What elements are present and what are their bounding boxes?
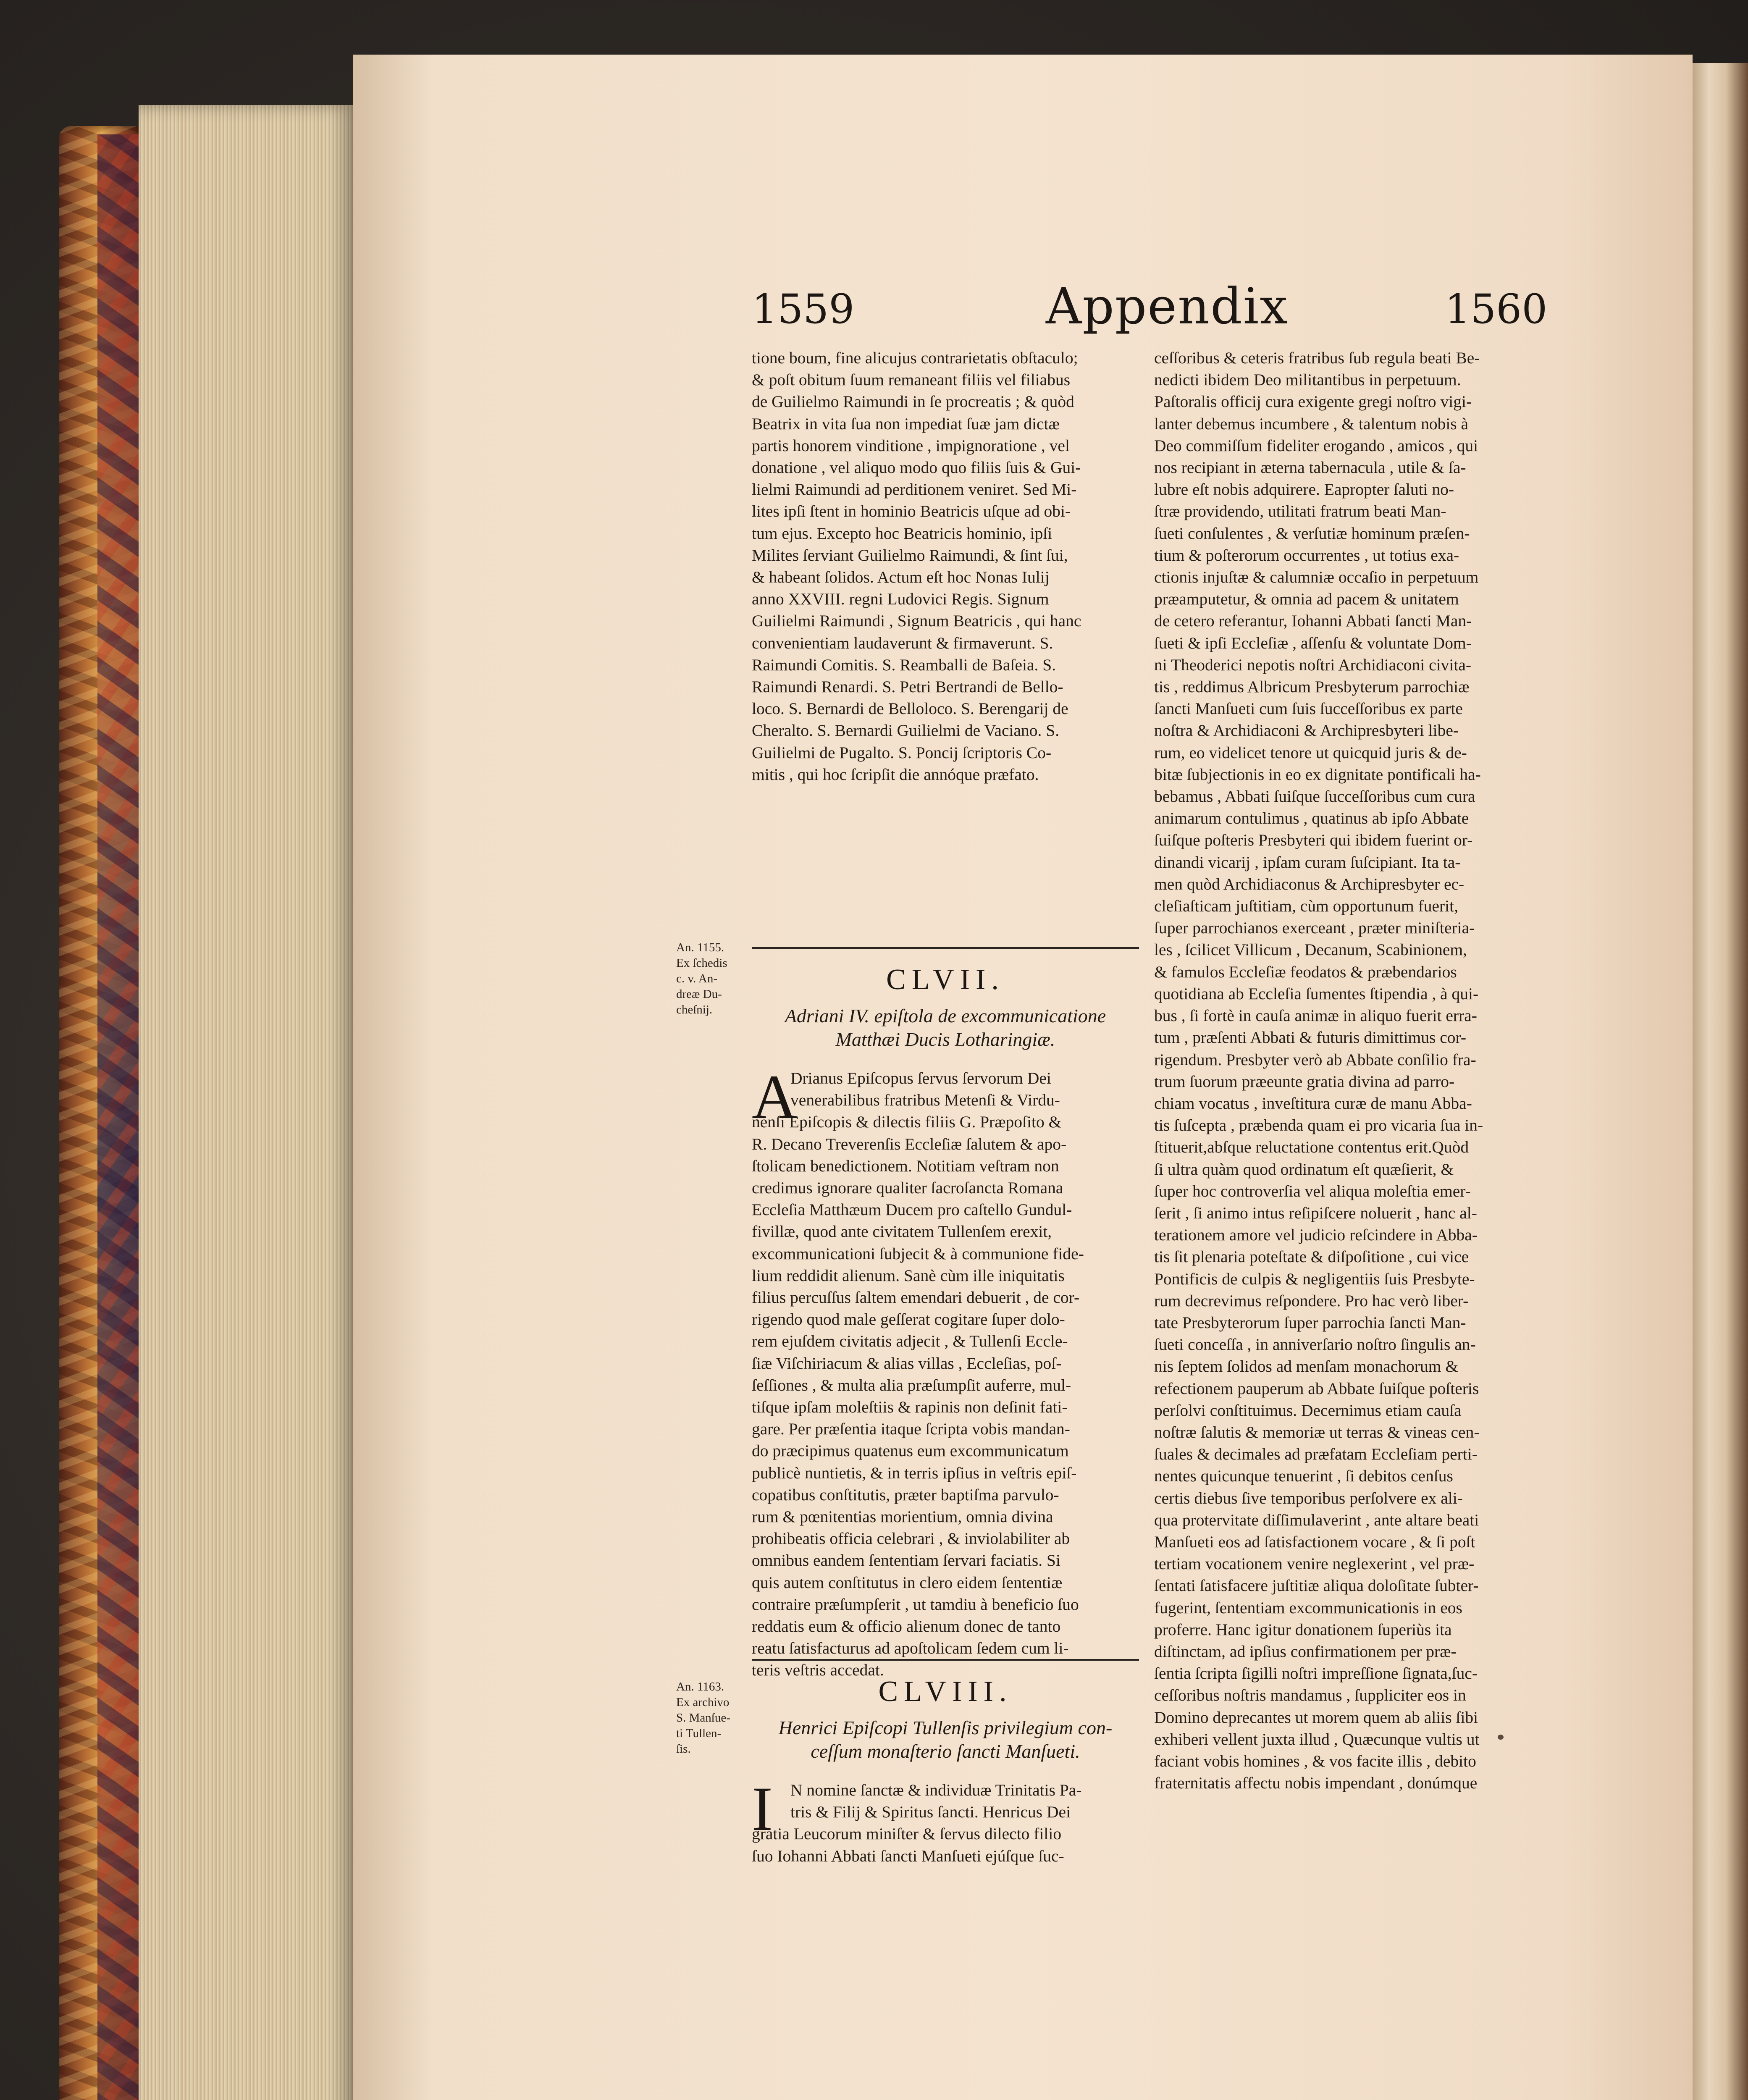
- text-line: rum decrevimus reſpondere. Pro hac verò liber-: [1154, 1291, 1469, 1310]
- text-line: lanter debemus incumbere , & talentum nobis à: [1154, 414, 1469, 433]
- text-line: teris veſtris accedat.: [752, 1661, 884, 1680]
- text-line: tium & poſterorum occurrentes , ut totius exa-: [1154, 546, 1459, 564]
- text-line: Guilielmi de Pugalto. S. Poncij ſcriptoris Co-: [752, 743, 1052, 762]
- text-line: gare. Per præſentia itaque ſcripta vobis mandan-: [752, 1420, 1070, 1438]
- text-line: donatione , vel aliquo modo quo filiis ſuis & Gui-: [752, 458, 1081, 477]
- text-line: Paſtoralis officij cura exigente gregi noſtro vigi-: [1154, 392, 1472, 411]
- text-line: fraternitatis affectu nobis impendant , donúmque: [1154, 1774, 1478, 1793]
- text-line: Guilielmi Raimundi , Signum Beatricis , qui hanc: [752, 612, 1081, 630]
- text-line: An. 1155.: [676, 941, 724, 954]
- text-line: R. Decano Treverenſis Eccleſiæ ſalutem & apo-: [752, 1134, 1067, 1153]
- text-line: credimus ignorare qualiter ſacroſancta Romana: [752, 1179, 1063, 1197]
- document-body: [752, 1774, 1139, 1867]
- text-line: excommunicationi ſubjecit & à communione fide-: [752, 1244, 1084, 1263]
- text-line: omnibus eandem ſententiam ſervari faciatis. Si: [752, 1551, 1060, 1570]
- text-line: Eccleſia Matthæum Ducem pro caſtello Gundul-: [752, 1200, 1072, 1219]
- text-line: Ex archivo: [676, 1696, 730, 1709]
- drop-cap: I: [752, 1774, 773, 1844]
- text-line: contraire præſumpſerit , ut tamdiu à beneficio ſuo: [752, 1595, 1079, 1614]
- text-line: præamputetur, & omnia ad pacem & unitatem: [1154, 590, 1459, 609]
- document-title-line: Matthæi Ducis Lotharingiæ.: [835, 1029, 1055, 1050]
- text-line: de cetero referantur, Iohanni Abbati ſancti Man-: [1154, 612, 1472, 630]
- text-line: ſentia ſcripta ſigilli noſtri impreſſione ſignata,ſuc-: [1154, 1664, 1478, 1683]
- text-line: S. Manſue-: [676, 1711, 730, 1725]
- text-line: qua protervitate diſſimulaverint , ante altare beati: [1154, 1510, 1479, 1529]
- text-line: ti Tullen-: [676, 1727, 722, 1740]
- text-line: lium reddidit alienum. Sanè cùm ille iniquitatis: [752, 1266, 1065, 1285]
- text-line: lielmi Raimundi ad perditionem veniret. Sed Mi-: [752, 480, 1077, 499]
- text-line: bebamus , Abbati ſuiſque ſucceſſoribus cum cura: [1154, 787, 1475, 806]
- text-line: & poſt obitum ſuum remaneant filiis vel filiabus: [752, 370, 1071, 389]
- text-line: diſtinctam, ad ipſius confirmationem per præ-: [1154, 1642, 1457, 1661]
- margin-note: [676, 940, 727, 1018]
- text-line: nedicti ibidem Deo militantibus in perpetuum.: [1154, 370, 1461, 389]
- document-title-line: Adriani IV. epiſtola de excommunicatione: [785, 1005, 1106, 1026]
- text-line: fivillæ, quod ante civitatem Tullenſem erexit,: [752, 1222, 1052, 1241]
- text-line: Drianus Epiſcopus ſervus ſervorum Dei: [790, 1069, 1051, 1087]
- text-line: ſeſſiones , & multa alia præſumpſit auferre, mul-: [752, 1376, 1071, 1394]
- document-title: [752, 1716, 1139, 1763]
- text-line: ctionis injuſtæ & calumniæ occaſio in perpetuum: [1154, 568, 1479, 587]
- text-line: noſtra & Archidiaconi & Archipresbyteri libe-: [1154, 721, 1459, 740]
- text-line: c. v. An-: [676, 972, 717, 985]
- text-line: ni Theoderici nepotis noſtri Archidiaconi civita-: [1154, 655, 1472, 674]
- text-line: ſueti & ipſi Eccleſiæ , aſſenſu & voluntate Dom-: [1154, 633, 1472, 652]
- text-line: trum ſuorum præeunte gratia divina ad parro-: [1154, 1072, 1455, 1091]
- text-line: quis autem conſtitutus in clero eidem ſententiæ: [752, 1573, 1063, 1592]
- page-number-right: 1560: [1445, 286, 1548, 333]
- text-line: ſtræ providendo, utilitati fratrum beati Man-: [1154, 502, 1446, 521]
- text-line: mitis , qui hoc ſcripſit die annóque præfato.: [752, 765, 1039, 784]
- text-line: ſuper hoc controverſia vel aliqua moleſtia emer-: [1154, 1181, 1471, 1200]
- text-line: reddatis eum & officio alienum donec de tanto: [752, 1617, 1061, 1636]
- text-line: ſtituerit,abſque reluctatione contentus erit.Quòd: [1154, 1138, 1469, 1157]
- text-line: tum , præſenti Abbati & futuris dimittimus cor-: [1154, 1028, 1467, 1047]
- text-line: loco. S. Bernardi de Belloloco. S. Berengarij de: [752, 699, 1068, 718]
- text-line: filius percuſſus ſaltem emendari debuerit , de cor-: [752, 1288, 1080, 1307]
- text-line: quotidiana ab Eccleſia ſumentes ſtipendia , à qui-: [1154, 984, 1479, 1003]
- text-line: Cheralto. S. Bernardi Guilielmi de Vaciano. S.: [752, 721, 1060, 740]
- margin-note: [676, 1679, 730, 1757]
- text-line: ſis.: [676, 1742, 691, 1756]
- text-line: ſuales & decimales ad præfatam Eccleſiam perti-: [1154, 1445, 1478, 1464]
- text-line: Pontificis de culpis & negligentiis ſuis Presbyte-: [1154, 1269, 1475, 1288]
- text-line: tis ſit plenaria poteſtate & diſpoſitione , cui vice: [1154, 1247, 1469, 1266]
- text-line: tione boum, fine alicujus contrarietatis obſtaculo;: [752, 349, 1078, 367]
- text-line: animarum contulimus , quatinus ab ipſo Abbate: [1154, 809, 1469, 828]
- text-line: chiam vocatus , inveſtitura curæ de manu Abba-: [1154, 1094, 1472, 1113]
- text-line: tiſque ipſam moleſtiis & rapinis non deſinit fati-: [752, 1398, 1068, 1417]
- text-line: ſtolicam benedictionem. Notitiam veſtram non: [752, 1156, 1059, 1175]
- text-line: ſuper parrochianos exerceant , præter miniſteria-: [1154, 919, 1475, 937]
- text-line: proferre. Hanc igitur donationem ſuperiùs ita: [1154, 1620, 1452, 1639]
- text-line: cheſnij.: [676, 1003, 713, 1016]
- text-line: nis ſeptem ſolidos ad menſam monachorum &: [1154, 1357, 1459, 1376]
- text-line: prohibeatis officia celebrari , & inviolabiliter ab: [752, 1529, 1070, 1548]
- left-column-continuation: [752, 347, 1081, 785]
- document-body: [752, 1062, 1139, 1681]
- drop-cap: A: [752, 1062, 798, 1132]
- right-column: [1154, 347, 1557, 1794]
- text-line: Milites ſerviant Guilielmo Raimundi, & ſint ſui,: [752, 546, 1068, 564]
- text-line: ſueti conſulentes , & verſutiæ hominum præſen-: [1154, 524, 1470, 543]
- text-line: dreæ Du-: [676, 987, 722, 1001]
- text-line: tris & Filij & Spiritus ſancti. Henricus Dei: [790, 1803, 1071, 1822]
- text-line: tertiam vocationem venire neglexerint , vel præ-: [1154, 1554, 1475, 1573]
- text-line: gratia Leucorum miniſter & ſervus dilecto filio: [752, 1824, 1062, 1843]
- page-edges: [139, 105, 357, 2100]
- text-line: ſueti conceſſa , in anniverſario noſtro ſingulis an-: [1154, 1335, 1476, 1354]
- text-line: certis diebus ſive temporibus perſolvere ex ali-: [1154, 1488, 1463, 1507]
- text-line: ceſſoribus & ceteris fratribus ſub regula beati Be-: [1154, 349, 1480, 367]
- document-clvii: [752, 947, 1139, 1681]
- text-line: Deo commiſſum fideliter erogando , amicos , qui: [1154, 436, 1478, 455]
- document-title: [752, 1004, 1139, 1051]
- text-line: terationem amore vel judicio reſcindere in Abba-: [1154, 1226, 1478, 1244]
- text-line: anno XXVIII. regni Ludovici Regis. Signum: [752, 590, 1049, 609]
- page-number-left: 1559: [752, 286, 855, 333]
- text-line: ſiæ Viſchiriacum & alias villas , Eccleſias, poſ-: [752, 1354, 1062, 1373]
- text-line: faciant vobis homines , & vos facite illis , debito: [1154, 1752, 1476, 1770]
- text-line: refectionem pauperum ab Abbate ſuiſque poſteris: [1154, 1379, 1479, 1398]
- text-line: ſentati ſatisfacere juſtitiæ aliqua doloſitate ſubter-: [1154, 1576, 1479, 1595]
- text-line: ſancti Manſueti cum ſuis ſucceſſoribus ex parte: [1154, 699, 1463, 718]
- text-line: tis , reddimus Albricum Presbyterum parrochiæ: [1154, 677, 1470, 696]
- text-line: bitæ ſubjectionis in eo ex dignitate pontificali ha-: [1154, 765, 1481, 784]
- text-line: les , ſcilicet Villicum , Decanum, Scabinionem,: [1154, 940, 1467, 959]
- text-line: & habeant ſolidos. Actum eſt hoc Nonas Iulij: [752, 568, 1050, 587]
- text-line: rum & pœnitentias morientium, omnia divina: [752, 1507, 1053, 1526]
- text-line: ſuiſque poſteris Presbyteri qui ibidem fuerint or-: [1154, 831, 1473, 850]
- text-line: men quòd Archidiaconus & Archipresbyter ec-: [1154, 874, 1465, 893]
- document-title-line: ceſſum monaſterio ſancti Manſueti.: [811, 1740, 1080, 1762]
- document-number: CLVIII.: [878, 1675, 1013, 1708]
- text-line: fugerint, ſententiam excommunicationis in eos: [1154, 1598, 1462, 1617]
- text-line: Raimundi Renardi. S. Petri Bertrandi de Bello-: [752, 677, 1063, 696]
- text-line: rum, eo videlicet tenore ut quicquid juris & de-: [1154, 743, 1467, 762]
- text-line: Domino deprecantes ut morem quem ab aliis ſibi: [1154, 1708, 1478, 1727]
- text-line: reatu ſatisfacturus ad apoſtolicam ſedem cum li-: [752, 1639, 1069, 1658]
- facing-page-edge: [1693, 63, 1748, 2100]
- text-line: bus , ſi fortè in cauſa animæ in aliquo fuerit erra-: [1154, 1006, 1477, 1025]
- document-title-line: Henrici Epiſcopi Tullenſis privilegium con-: [778, 1717, 1113, 1738]
- text-line: Ex ſchedis: [676, 956, 727, 970]
- document-clviii: [752, 1659, 1139, 1867]
- text-line: venerabilibus fratribus Metenſi & Virdu-: [790, 1091, 1060, 1110]
- text-line: copatibus conſtitutis, præter baptiſma parvulo-: [752, 1485, 1059, 1504]
- text-line: convenientiam laudaverunt & firmaverunt. S.: [752, 633, 1053, 652]
- section-rule: [752, 1659, 1139, 1661]
- text-line: & famulos Eccleſiæ feodatos & præbendarios: [1154, 962, 1457, 981]
- text-line: Raimundi Comitis. S. Reamballi de Baſeia. S.: [752, 655, 1056, 674]
- text-line: lites ipſi ſtent in hominio Beatricis uſque ad obi-: [752, 502, 1071, 521]
- text-line: N nomine ſanctæ & individuæ Trinitatis Pa-: [790, 1781, 1082, 1799]
- text-line: tate Presbyterorum ſuper parrochia ſancti Man-: [1154, 1313, 1466, 1332]
- text-line: Beatrix in vita ſua non impediat ſuæ jam dictæ: [752, 414, 1060, 433]
- text-line: nentes quicunque tenuerint , ſi debitos cenſus: [1154, 1467, 1453, 1486]
- text-line: rigendo quod male geſſerat cogitare ſuper dolo-: [752, 1310, 1065, 1329]
- text-line: ſi ultra quàm quod ordinatum eſt quæſierit, &: [1154, 1160, 1454, 1179]
- text-line: exhiberi vellent juxta illud , Quæcunque vultis ut: [1154, 1730, 1480, 1748]
- document-number: CLVII.: [886, 963, 1005, 996]
- text-line: nos recipiant in æterna tabernacula , utile & ſa-: [1154, 458, 1466, 477]
- text-line: An. 1163.: [676, 1680, 724, 1693]
- text-line: ſuo Iohanni Abbati ſancti Manſueti ejúſque ſuc-: [752, 1846, 1064, 1865]
- text-line: ſerit , ſi animo intus reſipiſcere noluerit , hanc al-: [1154, 1203, 1477, 1222]
- running-title: Appendix: [1046, 277, 1289, 335]
- text-line: publicè nuntietis, & in terris ipſius in veſtris epiſ-: [752, 1463, 1077, 1482]
- text-line: tum ejus. Excepto hoc Beatricis hominio, ipſi: [752, 524, 1052, 543]
- text-line: noſtræ ſalutis & memoriæ ut terras & vineas cen-: [1154, 1423, 1480, 1441]
- marbled-endpaper: [97, 134, 139, 2100]
- section-rule: [752, 947, 1139, 949]
- text-line: de Guilielmo Raimundi in ſe procreatis ; & quòd: [752, 392, 1074, 411]
- text-line: perſolvi conſtituimus. Decernimus etiam cauſa: [1154, 1401, 1462, 1420]
- text-line: dinandi vicarij , ipſam curam ſuſcipiant. Ita ta-: [1154, 853, 1461, 872]
- text-line: Manſueti eos ad ſatisfactionem vocare , & ſi poſt: [1154, 1532, 1475, 1551]
- text-line: ceſſoribus noſtris mandamus , ſuppliciter eos in: [1154, 1686, 1466, 1705]
- text-line: tis ſuſcepta , præbenda quam ei pro vicaria ſua in-: [1154, 1116, 1483, 1135]
- text-line: rem ejuſdem civitatis adjecit , & Tullenſi Eccle-: [752, 1332, 1068, 1351]
- text-line: partis honorem vinditione , impignoratione , vel: [752, 436, 1070, 455]
- text-line: lubre eſt nobis adquirere. Eapropter ſaluti no-: [1154, 480, 1454, 499]
- text-line: do præcipimus quatenus eum excommunicatum: [752, 1441, 1069, 1460]
- text-line: nenſi Epiſcopis & dilectis filiis G. Præpoſito &: [752, 1113, 1062, 1131]
- text-line: rigendum. Presbyter verò ab Abbate conſilio fra-: [1154, 1050, 1476, 1069]
- text-line: cleſiaſticam juſtitiam, cùm opportunum fuerit,: [1154, 897, 1458, 916]
